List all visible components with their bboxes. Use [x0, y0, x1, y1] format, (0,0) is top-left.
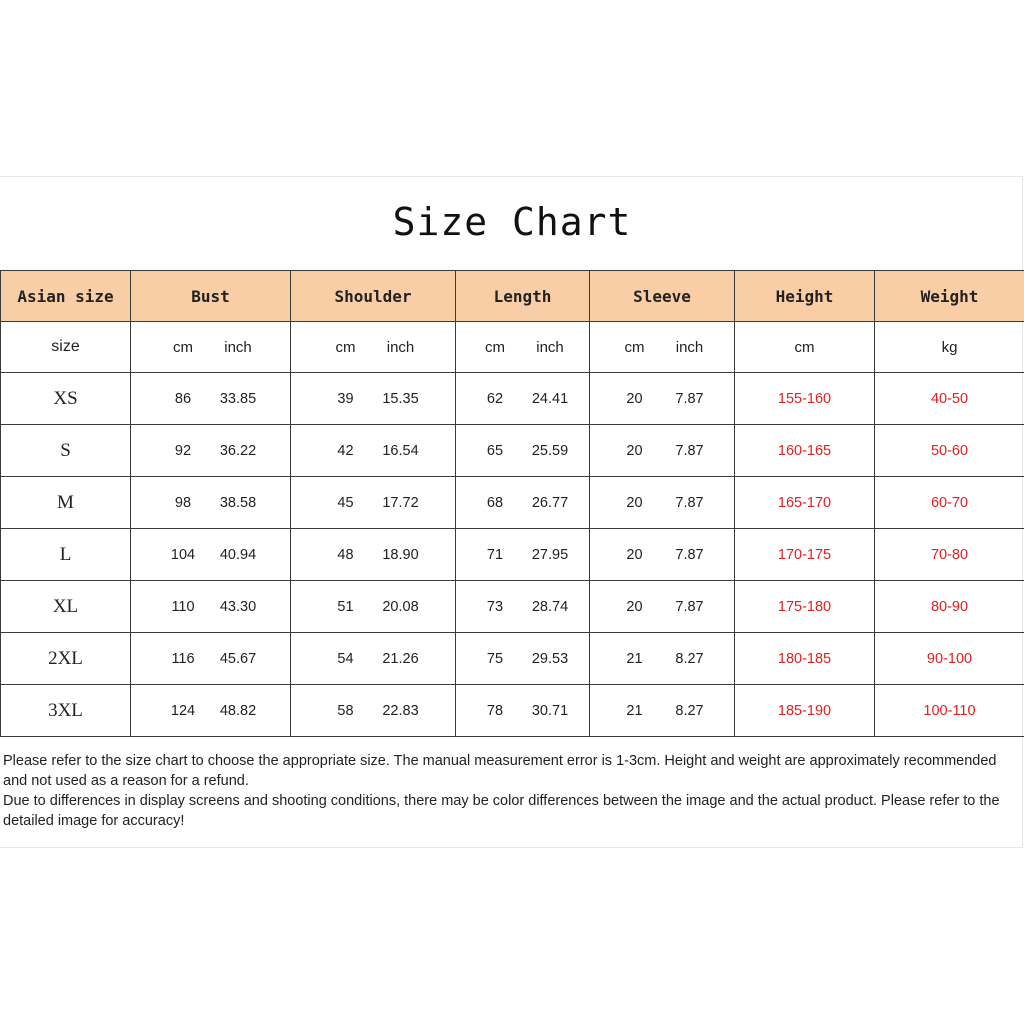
table-row — [1, 581, 1024, 633]
cell-weight: 50-60 — [875, 425, 1024, 477]
cell-sleeve-cm: 20 — [626, 494, 643, 511]
unit-shoulder-cm: cm — [335, 338, 356, 356]
cell-sleeve — [590, 425, 735, 477]
cell-shoulder — [291, 685, 456, 737]
cell-height: 155-160 — [735, 373, 875, 425]
cell-sleeve-inch: 7.87 — [675, 598, 704, 615]
cell-weight: 90-100 — [875, 633, 1024, 685]
unit-length — [456, 322, 590, 373]
cell-bust-inch: 45.67 — [219, 650, 257, 667]
cell-sleeve — [590, 529, 735, 581]
cell-shoulder-inch: 20.08 — [382, 598, 419, 615]
cell-length — [456, 425, 590, 477]
cell-bust-cm: 86 — [174, 390, 192, 407]
cell-shoulder-cm: 48 — [337, 546, 354, 563]
cell-size: XS — [1, 373, 131, 425]
cell-bust-inch: 48.82 — [219, 702, 257, 719]
cell-size: 2XL — [1, 633, 131, 685]
cell-length-inch: 30.71 — [531, 702, 569, 719]
cell-size: M — [1, 477, 131, 529]
cell-sleeve-inch: 8.27 — [675, 650, 704, 667]
cell-shoulder-inch: 21.26 — [382, 650, 419, 667]
cell-bust-inch: 36.22 — [219, 442, 257, 459]
cell-sleeve — [590, 633, 735, 685]
cell-height: 185-190 — [735, 685, 875, 737]
unit-weight: kg — [875, 322, 1024, 373]
cell-length-inch: 28.74 — [531, 598, 569, 615]
note-2: Due to differences in display screens and shooting conditions, there may be color differences between the image and the actual product. Please refer to the detailed image for accuracy! — [3, 793, 1000, 829]
cell-shoulder-cm: 39 — [337, 390, 354, 407]
cell-height: 165-170 — [735, 477, 875, 529]
unit-sleeve — [590, 322, 735, 373]
unit-length-cm: cm — [485, 338, 505, 356]
header-asian-size: Asian size — [1, 271, 131, 322]
cell-bust-cm: 116 — [171, 650, 195, 667]
cell-size: XL — [1, 581, 131, 633]
cell-length-cm: 71 — [486, 546, 504, 563]
header-length: Length — [456, 271, 590, 322]
cell-weight: 70-80 — [875, 529, 1024, 581]
cell-sleeve — [590, 581, 735, 633]
unit-shoulder-inch: inch — [386, 338, 415, 356]
cell-bust-inch: 33.85 — [219, 390, 257, 407]
cell-height: 160-165 — [735, 425, 875, 477]
cell-sleeve — [590, 685, 735, 737]
cell-length — [456, 529, 590, 581]
cell-shoulder-inch: 17.72 — [382, 494, 419, 511]
cell-bust — [131, 425, 291, 477]
unit-sleeve-inch: inch — [675, 338, 704, 356]
cell-shoulder-cm: 51 — [337, 598, 354, 615]
cell-weight: 60-70 — [875, 477, 1024, 529]
cell-sleeve-inch: 7.87 — [675, 494, 704, 511]
cell-length-cm: 75 — [486, 650, 504, 667]
cell-bust-inch: 38.58 — [219, 494, 257, 511]
header-sleeve: Sleeve — [590, 271, 735, 322]
cell-shoulder-cm: 45 — [337, 494, 354, 511]
cell-shoulder — [291, 477, 456, 529]
cell-shoulder-inch: 22.83 — [382, 702, 419, 719]
table-row — [1, 529, 1024, 581]
cell-shoulder — [291, 373, 456, 425]
cell-bust-cm: 98 — [174, 494, 192, 511]
cell-bust-inch: 40.94 — [219, 546, 257, 563]
cell-bust — [131, 373, 291, 425]
table-row — [1, 425, 1024, 477]
cell-size: 3XL — [1, 685, 131, 737]
header-row — [1, 271, 1024, 322]
cell-shoulder-cm: 42 — [337, 442, 354, 459]
cell-shoulder-cm: 54 — [337, 650, 354, 667]
cell-weight: 80-90 — [875, 581, 1024, 633]
unit-sleeve-cm: cm — [624, 338, 645, 356]
cell-bust — [131, 685, 291, 737]
cell-shoulder — [291, 425, 456, 477]
table-row — [1, 633, 1024, 685]
cell-length-cm: 78 — [486, 702, 504, 719]
unit-bust-cm: cm — [173, 338, 193, 356]
cell-length — [456, 581, 590, 633]
cell-height: 175-180 — [735, 581, 875, 633]
cell-height: 170-175 — [735, 529, 875, 581]
cell-length-cm: 68 — [486, 494, 504, 511]
cell-length-inch: 27.95 — [531, 546, 569, 563]
cell-length — [456, 633, 590, 685]
unit-size: size — [1, 322, 131, 373]
cell-shoulder — [291, 581, 456, 633]
cell-length-cm: 62 — [486, 390, 504, 407]
cell-sleeve-cm: 20 — [626, 598, 643, 615]
note-1: Please refer to the size chart to choose the appropriate size. The manual measurement error is 1-3cm. Height and weight are approximately recommended and not used as a reason for a refund. — [3, 753, 997, 789]
unit-length-inch: inch — [536, 338, 564, 356]
cell-sleeve-inch: 7.87 — [675, 442, 704, 459]
cell-shoulder-inch: 18.90 — [382, 546, 419, 563]
cell-length-inch: 24.41 — [531, 390, 569, 407]
cell-bust — [131, 581, 291, 633]
header-height: Height — [735, 271, 875, 322]
cell-bust-cm: 110 — [171, 598, 195, 615]
cell-bust — [131, 633, 291, 685]
cell-length-cm: 73 — [486, 598, 504, 615]
cell-sleeve-cm: 21 — [626, 702, 643, 719]
header-weight: Weight — [875, 271, 1024, 322]
cell-size: L — [1, 529, 131, 581]
cell-shoulder-inch: 15.35 — [382, 390, 419, 407]
size-table — [0, 270, 1024, 737]
cell-length — [456, 685, 590, 737]
header-shoulder: Shoulder — [291, 271, 456, 322]
table-row — [1, 373, 1024, 425]
cell-length-inch: 26.77 — [531, 494, 569, 511]
header-bust: Bust — [131, 271, 291, 322]
cell-length — [456, 477, 590, 529]
cell-sleeve-inch: 7.87 — [675, 546, 704, 563]
cell-sleeve — [590, 373, 735, 425]
cell-length-cm: 65 — [486, 442, 504, 459]
cell-bust-cm: 124 — [170, 702, 196, 719]
cell-bust-inch: 43.30 — [219, 598, 257, 615]
unit-height: cm — [735, 322, 875, 373]
cell-sleeve — [590, 477, 735, 529]
cell-shoulder-inch: 16.54 — [382, 442, 419, 459]
cell-length-inch: 25.59 — [531, 442, 569, 459]
unit-shoulder — [291, 322, 456, 373]
cell-sleeve-cm: 21 — [626, 650, 643, 667]
notes — [3, 751, 1023, 831]
cell-size: S — [1, 425, 131, 477]
cell-sleeve-cm: 20 — [626, 546, 643, 563]
cell-length — [456, 373, 590, 425]
unit-row — [1, 322, 1024, 373]
table-row — [1, 477, 1024, 529]
cell-height: 180-185 — [735, 633, 875, 685]
cell-sleeve-cm: 20 — [626, 442, 643, 459]
table-row — [1, 685, 1024, 737]
cell-bust — [131, 477, 291, 529]
cell-sleeve-cm: 20 — [626, 390, 643, 407]
cell-weight: 100-110 — [875, 685, 1024, 737]
cell-sleeve-inch: 7.87 — [675, 390, 704, 407]
cell-sleeve-inch: 8.27 — [675, 702, 704, 719]
unit-bust — [131, 322, 291, 373]
cell-bust-cm: 104 — [170, 546, 196, 563]
cell-shoulder — [291, 633, 456, 685]
cell-shoulder — [291, 529, 456, 581]
cell-weight: 40-50 — [875, 373, 1024, 425]
page-title: Size Chart — [392, 200, 632, 244]
cell-bust-cm: 92 — [174, 442, 192, 459]
cell-length-inch: 29.53 — [531, 650, 569, 667]
unit-bust-inch: inch — [224, 338, 252, 356]
cell-shoulder-cm: 58 — [337, 702, 354, 719]
cell-bust — [131, 529, 291, 581]
